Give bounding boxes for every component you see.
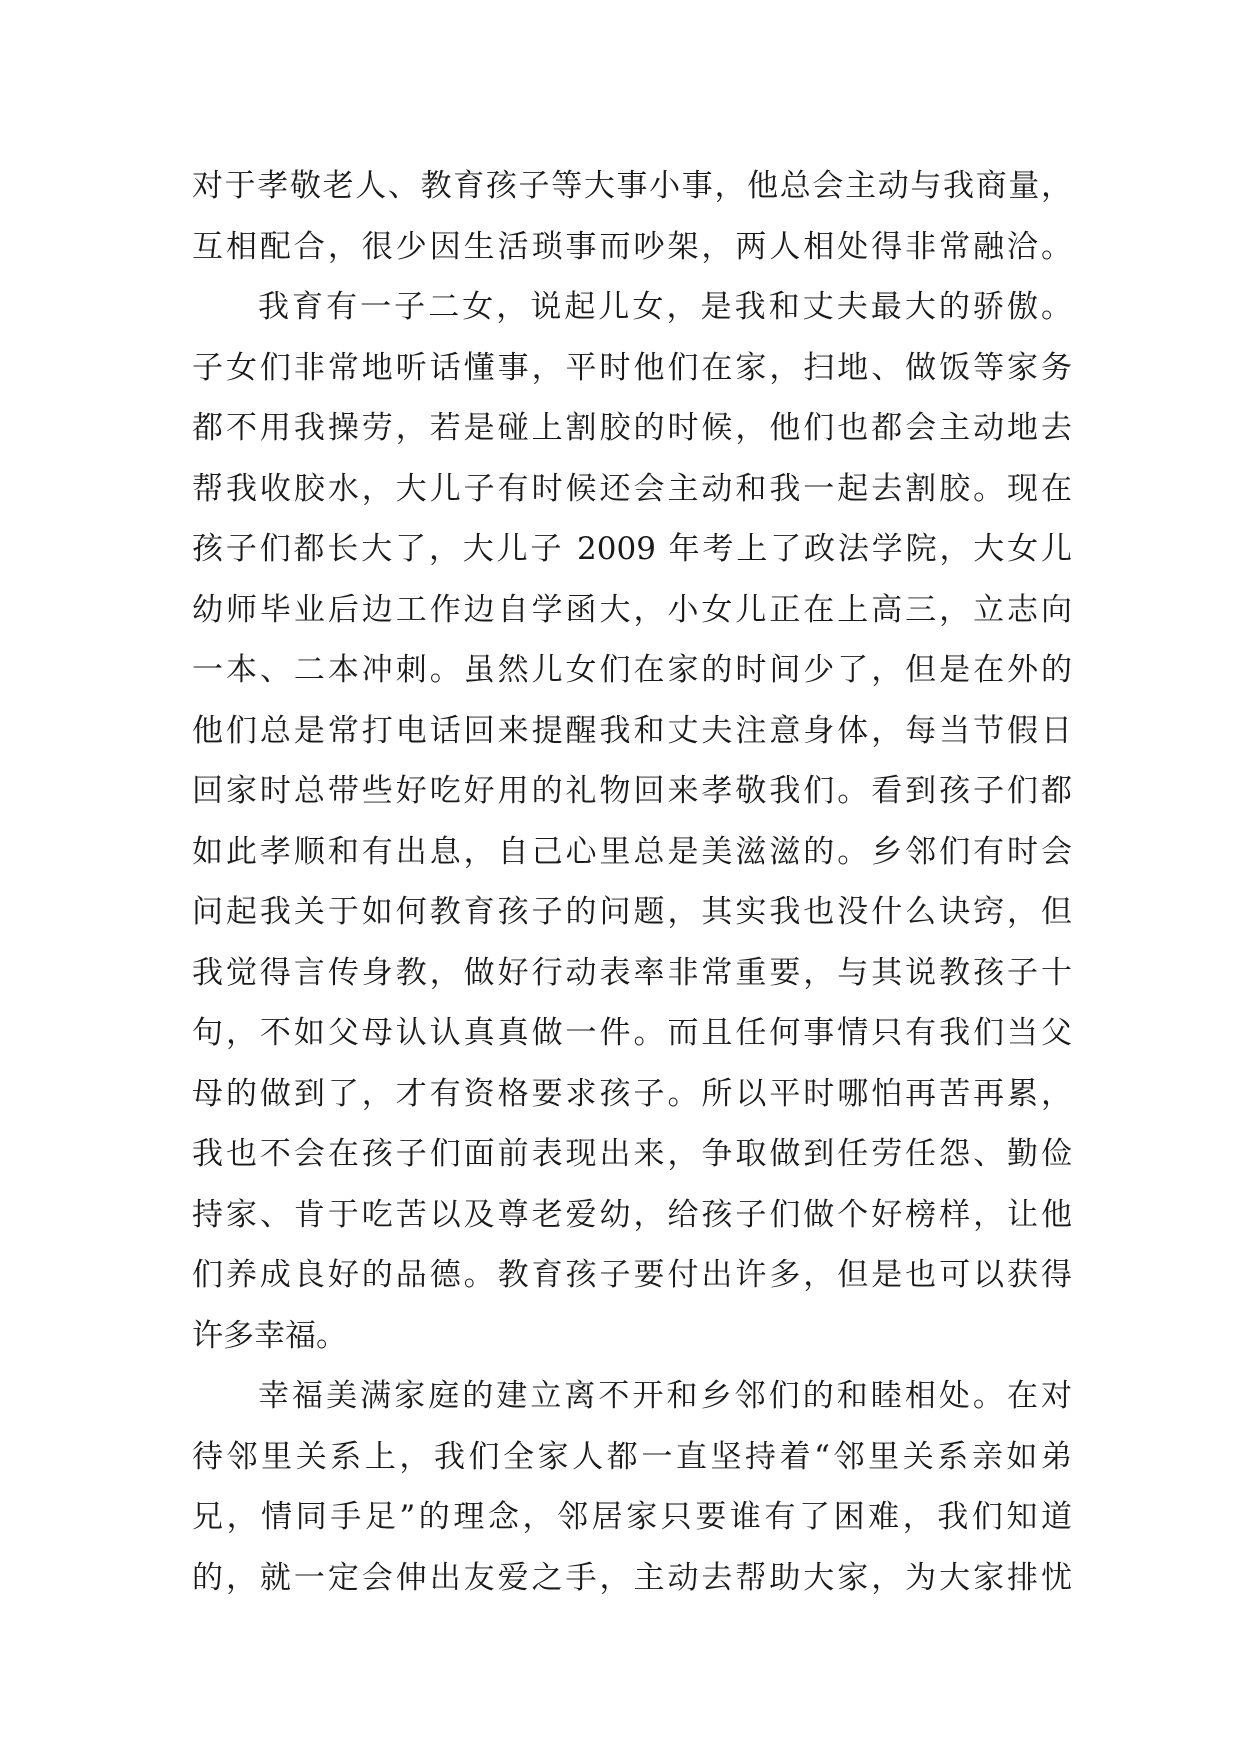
text-line: 幼师毕业后边工作边自学函大，小女儿正在上高三，立志向 xyxy=(192,591,1072,628)
text-line: 对于孝敬老人、教育孩子等大事小事，他总会主动与我商量， xyxy=(192,168,1072,204)
text-line: 他们总是常打电话回来提醒我和丈夫注意身体，每当节假日 xyxy=(192,712,1072,749)
text-line: 兄，情同手足”的理念，邻居家只要谁有了困难，我们知道 xyxy=(192,1499,1072,1535)
text-line: 们养成良好的品德。教育孩子要付出许多，但是也可以获得 xyxy=(192,1257,1072,1293)
text-line: 许多幸福。 xyxy=(192,1317,347,1354)
text-line: 母的做到了，才有资格要求孩子。所以平时哪怕再苦再累， xyxy=(192,1075,1072,1112)
text-line: 句，不如父母认认真真做一件。而且任何事情只有我们当父 xyxy=(192,1015,1072,1051)
body-text xyxy=(192,156,1072,1608)
text-line: 我觉得言传身教，做好行动表率非常重要，与其说教孩子十 xyxy=(192,954,1072,991)
text-line: 幸福美满家庭的建立离不开和乡邻们的和睦相处。在对 xyxy=(258,1378,1072,1414)
text-line: 都不用我操劳，若是碰上割胶的时候，他们也都会主动地去 xyxy=(192,410,1072,446)
text-line: 的，就一定会伸出友爱之手，主动去帮助大家，为大家排忧 xyxy=(192,1559,1072,1596)
text-line: 孩子们都长大了，大儿子 2009 年考上了政法学院，大女儿 xyxy=(192,531,1072,567)
text-line: 一本、二本冲刺。虽然儿女们在家的时间少了，但是在外的 xyxy=(192,652,1072,688)
text-line: 我育有一子二女，说起儿女，是我和丈夫最大的骄傲。 xyxy=(258,289,1072,325)
text-line: 如此孝顺和有出息，自己心里总是美滋滋的。乡邻们有时会 xyxy=(192,833,1072,870)
text-line: 子女们非常地听话懂事，平时他们在家，扫地、做饭等家务 xyxy=(192,349,1072,386)
text-line: 互相配合，很少因生活琐事而吵架，两人相处得非常融洽。 xyxy=(192,228,1072,265)
text-line: 待邻里关系上，我们全家人都一直坚持着“邻里关系亲如弟 xyxy=(192,1438,1072,1475)
text-line: 帮我收胶水，大儿子有时候还会主动和我一起去割胶。现在 xyxy=(192,470,1072,507)
text-line: 我也不会在孩子们面前表现出来，争取做到任劳任怨、勤俭 xyxy=(192,1136,1072,1172)
text-line: 持家、肯于吃苦以及尊老爱幼，给孩子们做个好榜样，让他 xyxy=(192,1196,1072,1233)
text-line: 问起我关于如何教育孩子的问题，其实我也没什么诀窍，但 xyxy=(192,894,1072,930)
text-line: 回家时总带些好吃好用的礼物回来孝敬我们。看到孩子们都 xyxy=(192,773,1072,809)
